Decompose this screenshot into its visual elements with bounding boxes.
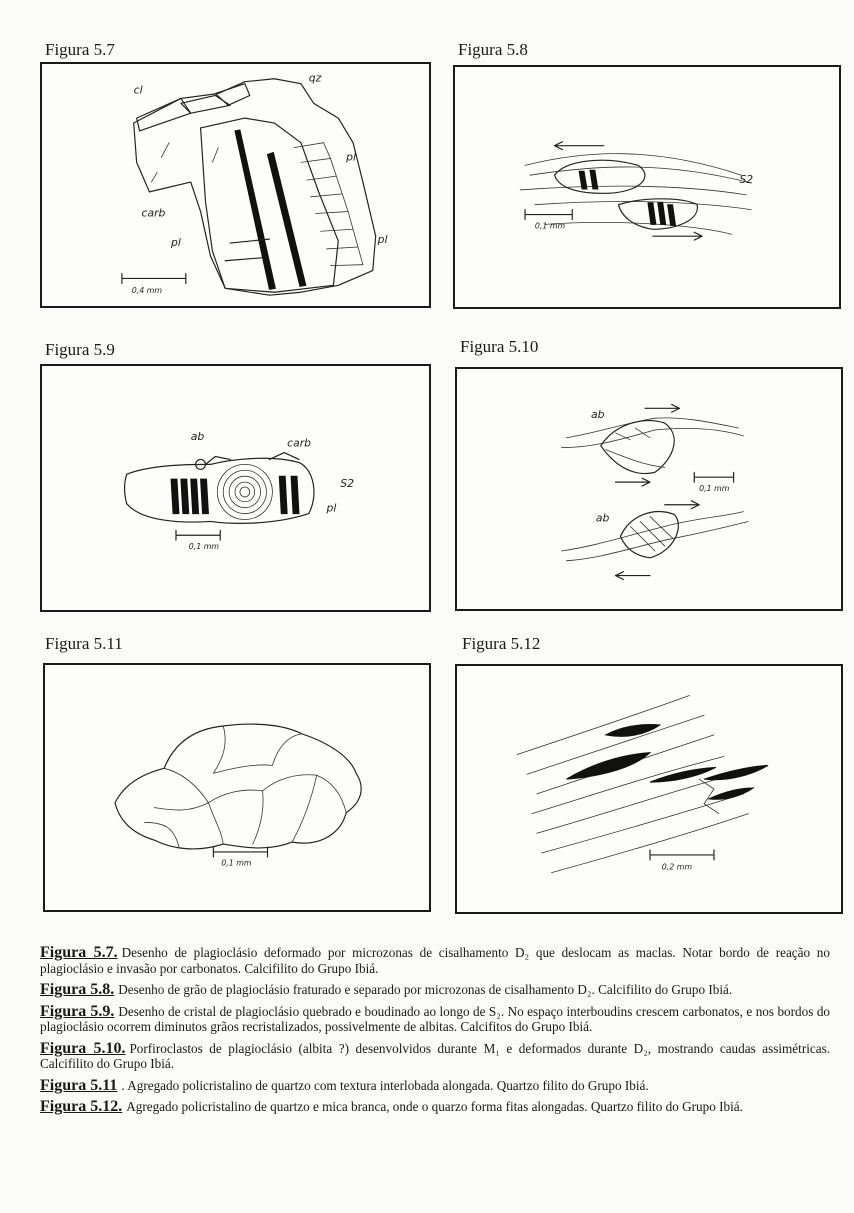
figure-5-7-drawing xyxy=(40,62,431,308)
figure-5-9-label: Figura 5.9 xyxy=(45,340,115,359)
boudinaged-crystal-sketch xyxy=(42,366,429,610)
figure-5-8-drawing xyxy=(453,65,841,309)
caption-text: Desenho de plagioclásio deformado por microzonas de cisalhamento D₂ que deslocam as maclas. Notar bordo de reação no plagioclásio e invasão por carbonatos. Calcifilito do Grupo Ibiá. xyxy=(40,945,830,976)
figure-5-7-label: Figura 5.7 xyxy=(45,40,115,59)
caption-5-9 xyxy=(40,1004,830,1035)
caption-title: Figura 5.7. xyxy=(40,944,118,961)
plagioclase-sketch xyxy=(42,64,429,306)
caption-5-10 xyxy=(40,1041,830,1072)
caption-5-7 xyxy=(40,945,830,976)
ab-annotation-1: ab xyxy=(590,408,605,422)
ab-annotation-2: ab xyxy=(595,511,610,525)
caption-text: . Agregado policristalino de quartzo com textura interlobada alongada. Quartzo filito do Grupo Ibiá. xyxy=(121,1077,649,1093)
scale-annotation: 0,4 mm xyxy=(131,286,163,296)
scale-annotation: 0,2 mm xyxy=(661,862,693,872)
pl-annotation-1: pl xyxy=(346,150,357,164)
quartz-aggregate-sketch xyxy=(45,665,429,910)
caption-title: Figura 5.11 xyxy=(40,1076,118,1094)
caption-title: Figura 5.10. xyxy=(40,1039,126,1057)
caption-5-8 xyxy=(40,982,830,998)
s2-annotation: S2 xyxy=(739,173,754,187)
qz-annotation: qz xyxy=(308,71,322,85)
figure-5-12-label: Figura 5.12 xyxy=(462,634,541,653)
quartz-mica-sketch xyxy=(457,666,841,912)
figure-5-10-drawing xyxy=(455,367,843,611)
pl-annotation-2: pl xyxy=(171,235,181,249)
caption-text: Desenho de grão de plagioclásio fraturado e separado por microzonas de cisalhamento D₂. Calcifilito do Grupo Ibiá. xyxy=(118,982,733,997)
figure-5-8-label: Figura 5.8 xyxy=(458,40,528,59)
figure-5-12-drawing xyxy=(455,664,843,914)
caption-5-12 xyxy=(40,1099,830,1115)
scale-annotation: 0,1 mm xyxy=(534,221,566,231)
caption-text: Desenho de cristal de plagioclásio quebrado e boudinado ao longo de S₂. No espaço interboudins crescem carbonatos, e nos bordos do plagioclásio ocorrem diminutos grãos recristalizados, possivelmente de albitas. Calcifitos do Grupo Ibiá. xyxy=(40,1003,831,1034)
caption-title: Figura 5.12. xyxy=(40,1098,123,1115)
caption-title: Figura 5.8. xyxy=(40,981,115,998)
figure-captions xyxy=(40,945,830,1121)
figure-5-10-label: Figura 5.10 xyxy=(460,337,539,356)
caption-title: Figura 5.9. xyxy=(40,1002,115,1020)
pl-annotation: pl xyxy=(326,501,337,515)
s2-annotation: S2 xyxy=(340,477,355,491)
caption-text: Agregado policristalino de quartzo e mica branca, onde o quarzo forma fitas alongadas. Quartzo filito do Grupo Ibiá. xyxy=(126,1099,743,1114)
caption-text: Porfiroclastos de plagioclásio (albita ?) desenvolvidos durante M₁ e deformados durante D₂, mostrando caudas assimétricas. Calcifilito do Grupo Ibiá. xyxy=(40,1040,831,1071)
fractured-grain-sketch xyxy=(455,67,839,307)
cl-annotation: cl xyxy=(133,83,143,97)
pl-annotation-3: pl xyxy=(377,233,388,247)
scale-annotation: 0,1 mm xyxy=(188,542,220,551)
caption-5-11 xyxy=(40,1078,830,1094)
carb-annotation: carb xyxy=(287,436,312,450)
ab-annotation: ab xyxy=(190,429,205,443)
porphyroclasts-sketch xyxy=(457,369,841,609)
scale-annotation: 0,1 mm xyxy=(221,858,252,868)
figure-5-11-label: Figura 5.11 xyxy=(45,634,123,653)
scale-annotation: 0,1 mm xyxy=(699,483,730,493)
figure-5-11-drawing xyxy=(43,663,431,912)
carb-annotation: carb xyxy=(141,206,166,220)
figure-5-9-drawing xyxy=(40,364,431,612)
